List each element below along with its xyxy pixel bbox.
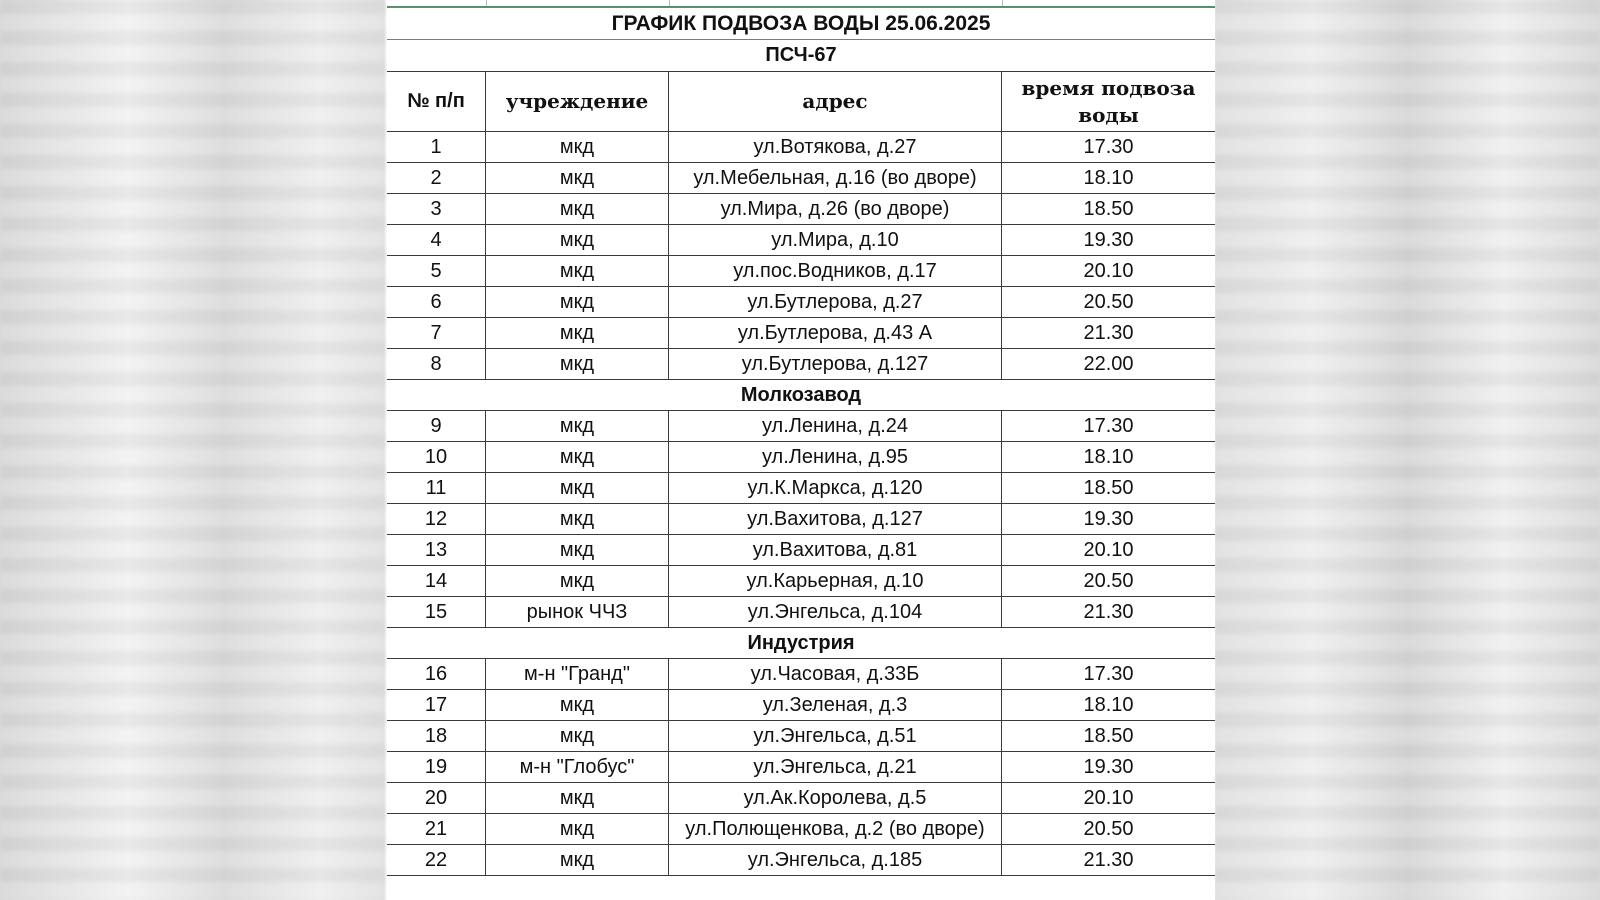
table-row	[387, 597, 1215, 628]
document-title: ГРАФИК ПОДВОЗА ВОДЫ 25.06.2025	[387, 8, 1215, 40]
table-row	[387, 163, 1215, 194]
cell-institution: мкд	[486, 411, 669, 441]
cell-institution: мкд	[486, 194, 669, 224]
cell-address: ул.Ак.Королева, д.5	[669, 783, 1002, 813]
table-row	[387, 752, 1215, 783]
cell-institution: мкд	[486, 225, 669, 255]
section-header-industriya: Индустрия	[387, 628, 1215, 659]
table-row	[387, 256, 1215, 287]
cell-num: 2	[387, 163, 486, 193]
blurred-background-left	[0, 0, 386, 900]
cell-institution: мкд	[486, 287, 669, 317]
cell-time: 21.30	[1083, 848, 1134, 871]
cell-num: 17	[387, 690, 486, 720]
header-time-line2: воды	[1078, 102, 1139, 127]
cell-num: 19	[387, 752, 486, 782]
cell-time: 22.00	[1083, 352, 1134, 375]
table-row	[387, 287, 1215, 318]
cell-time: 20.10	[1083, 259, 1134, 282]
cell-num: 15	[387, 597, 486, 627]
blurred-background-right	[1214, 0, 1600, 900]
cell-address: ул.Полющенкова, д.2 (во дворе)	[669, 814, 1002, 844]
cell-time: 18.50	[1083, 476, 1134, 499]
cell-institution: мкд	[486, 566, 669, 596]
table-row	[387, 814, 1215, 845]
cell-time: 20.50	[1083, 569, 1134, 592]
cell-time: 19.30	[1083, 755, 1134, 778]
cell-time: 17.30	[1083, 135, 1134, 158]
table-header	[387, 72, 1215, 132]
cell-address: ул.Ленина, д.24	[669, 411, 1002, 441]
table-row	[387, 566, 1215, 597]
table-row	[387, 132, 1215, 163]
cell-time: 17.30	[1083, 414, 1134, 437]
cell-time: 18.10	[1083, 693, 1134, 716]
grid-tick	[669, 0, 670, 6]
cell-num: 7	[387, 318, 486, 348]
cell-num: 5	[387, 256, 486, 286]
cell-institution: мкд	[486, 504, 669, 534]
cell-num: 1	[387, 132, 486, 162]
table-row	[387, 442, 1215, 473]
cell-address: ул.К.Маркса, д.120	[669, 473, 1002, 503]
cell-num: 13	[387, 535, 486, 565]
cell-address: ул.Энгельса, д.104	[669, 597, 1002, 627]
cell-num: 9	[387, 411, 486, 441]
cell-time: 18.10	[1083, 166, 1134, 189]
cell-institution: мкд	[486, 845, 669, 875]
cell-institution: мкд	[486, 473, 669, 503]
cell-time: 20.50	[1083, 290, 1134, 313]
cell-address: ул.Карьерная, д.10	[669, 566, 1002, 596]
section-industriya-rows	[387, 659, 1215, 876]
schedule-sheet	[387, 0, 1215, 900]
cell-num: 6	[387, 287, 486, 317]
cell-time: 17.30	[1083, 662, 1134, 685]
table-row	[387, 721, 1215, 752]
cell-time: 19.30	[1083, 228, 1134, 251]
cell-institution: мкд	[486, 132, 669, 162]
sheet-top-strip	[387, 0, 1215, 8]
table-row	[387, 411, 1215, 442]
cell-num: 4	[387, 225, 486, 255]
grid-tick	[1002, 0, 1003, 6]
cell-institution: м-н "Гранд"	[486, 659, 669, 689]
cell-num: 14	[387, 566, 486, 596]
table-row	[387, 225, 1215, 256]
cell-institution: мкд	[486, 814, 669, 844]
cell-num: 10	[387, 442, 486, 472]
cell-time: 20.50	[1083, 817, 1134, 840]
section-header-molkozavod: Молкозавод	[387, 380, 1215, 411]
cell-time: 18.50	[1083, 724, 1134, 747]
table-row	[387, 535, 1215, 566]
cell-num: 3	[387, 194, 486, 224]
grid-tick	[486, 0, 487, 6]
cell-num: 18	[387, 721, 486, 751]
table-row	[387, 659, 1215, 690]
table-row	[387, 473, 1215, 504]
cell-institution: мкд	[486, 349, 669, 379]
cell-address: ул.Бутлерова, д.27	[669, 287, 1002, 317]
cell-address: ул.пос.Водников, д.17	[669, 256, 1002, 286]
section-molkozavod-rows	[387, 411, 1215, 628]
cell-num: 22	[387, 845, 486, 875]
cell-time: 18.50	[1083, 197, 1134, 220]
cell-address: ул.Мира, д.26 (во дворе)	[669, 194, 1002, 224]
section-psch67-rows	[387, 132, 1215, 380]
cell-time: 21.30	[1083, 600, 1134, 623]
cell-address: ул.Мира, д.10	[669, 225, 1002, 255]
cell-address: ул.Вахитова, д.81	[669, 535, 1002, 565]
cell-institution: мкд	[486, 256, 669, 286]
header-time	[1002, 72, 1215, 131]
header-institution: учреждение	[486, 72, 669, 131]
cell-institution: мкд	[486, 442, 669, 472]
table-row	[387, 783, 1215, 814]
table-row	[387, 194, 1215, 225]
cell-institution: мкд	[486, 690, 669, 720]
table-row	[387, 845, 1215, 876]
cell-time: 19.30	[1083, 507, 1134, 530]
cell-address: ул.Энгельса, д.51	[669, 721, 1002, 751]
cell-institution: мкд	[486, 783, 669, 813]
cell-num: 8	[387, 349, 486, 379]
cell-num: 16	[387, 659, 486, 689]
cell-address: ул.Бутлерова, д.43 А	[669, 318, 1002, 348]
cell-institution: мкд	[486, 535, 669, 565]
cell-num: 20	[387, 783, 486, 813]
cell-institution: мкд	[486, 163, 669, 193]
cell-address: ул.Вотякова, д.27	[669, 132, 1002, 162]
cell-time: 18.10	[1083, 445, 1134, 468]
table-row	[387, 318, 1215, 349]
cell-address: ул.Энгельса, д.185	[669, 845, 1002, 875]
table-row	[387, 504, 1215, 535]
cell-institution: мкд	[486, 318, 669, 348]
cell-num: 11	[387, 473, 486, 503]
cell-num: 21	[387, 814, 486, 844]
cell-address: ул.Часовая, д.33Б	[669, 659, 1002, 689]
cell-time: 20.10	[1083, 786, 1134, 809]
cell-time: 21.30	[1083, 321, 1134, 344]
cell-time: 20.10	[1083, 538, 1134, 561]
cell-address: ул.Ленина, д.95	[669, 442, 1002, 472]
table-row	[387, 349, 1215, 380]
cell-address: ул.Зеленая, д.3	[669, 690, 1002, 720]
cell-institution: рынок ЧЧЗ	[486, 597, 669, 627]
header-num: № п/п	[387, 72, 486, 131]
cell-institution: м-н "Глобус"	[486, 752, 669, 782]
header-time-line1: время подвоза	[1021, 75, 1196, 100]
cell-address: ул.Вахитова, д.127	[669, 504, 1002, 534]
header-address: адрес	[669, 72, 1002, 131]
section-header-psch67: ПСЧ-67	[387, 40, 1215, 72]
cell-address: ул.Мебельная, д.16 (во дворе)	[669, 163, 1002, 193]
cell-num: 12	[387, 504, 486, 534]
cell-institution: мкд	[486, 721, 669, 751]
cell-address: ул.Бутлерова, д.127	[669, 349, 1002, 379]
cell-address: ул.Энгельса, д.21	[669, 752, 1002, 782]
table-row	[387, 690, 1215, 721]
